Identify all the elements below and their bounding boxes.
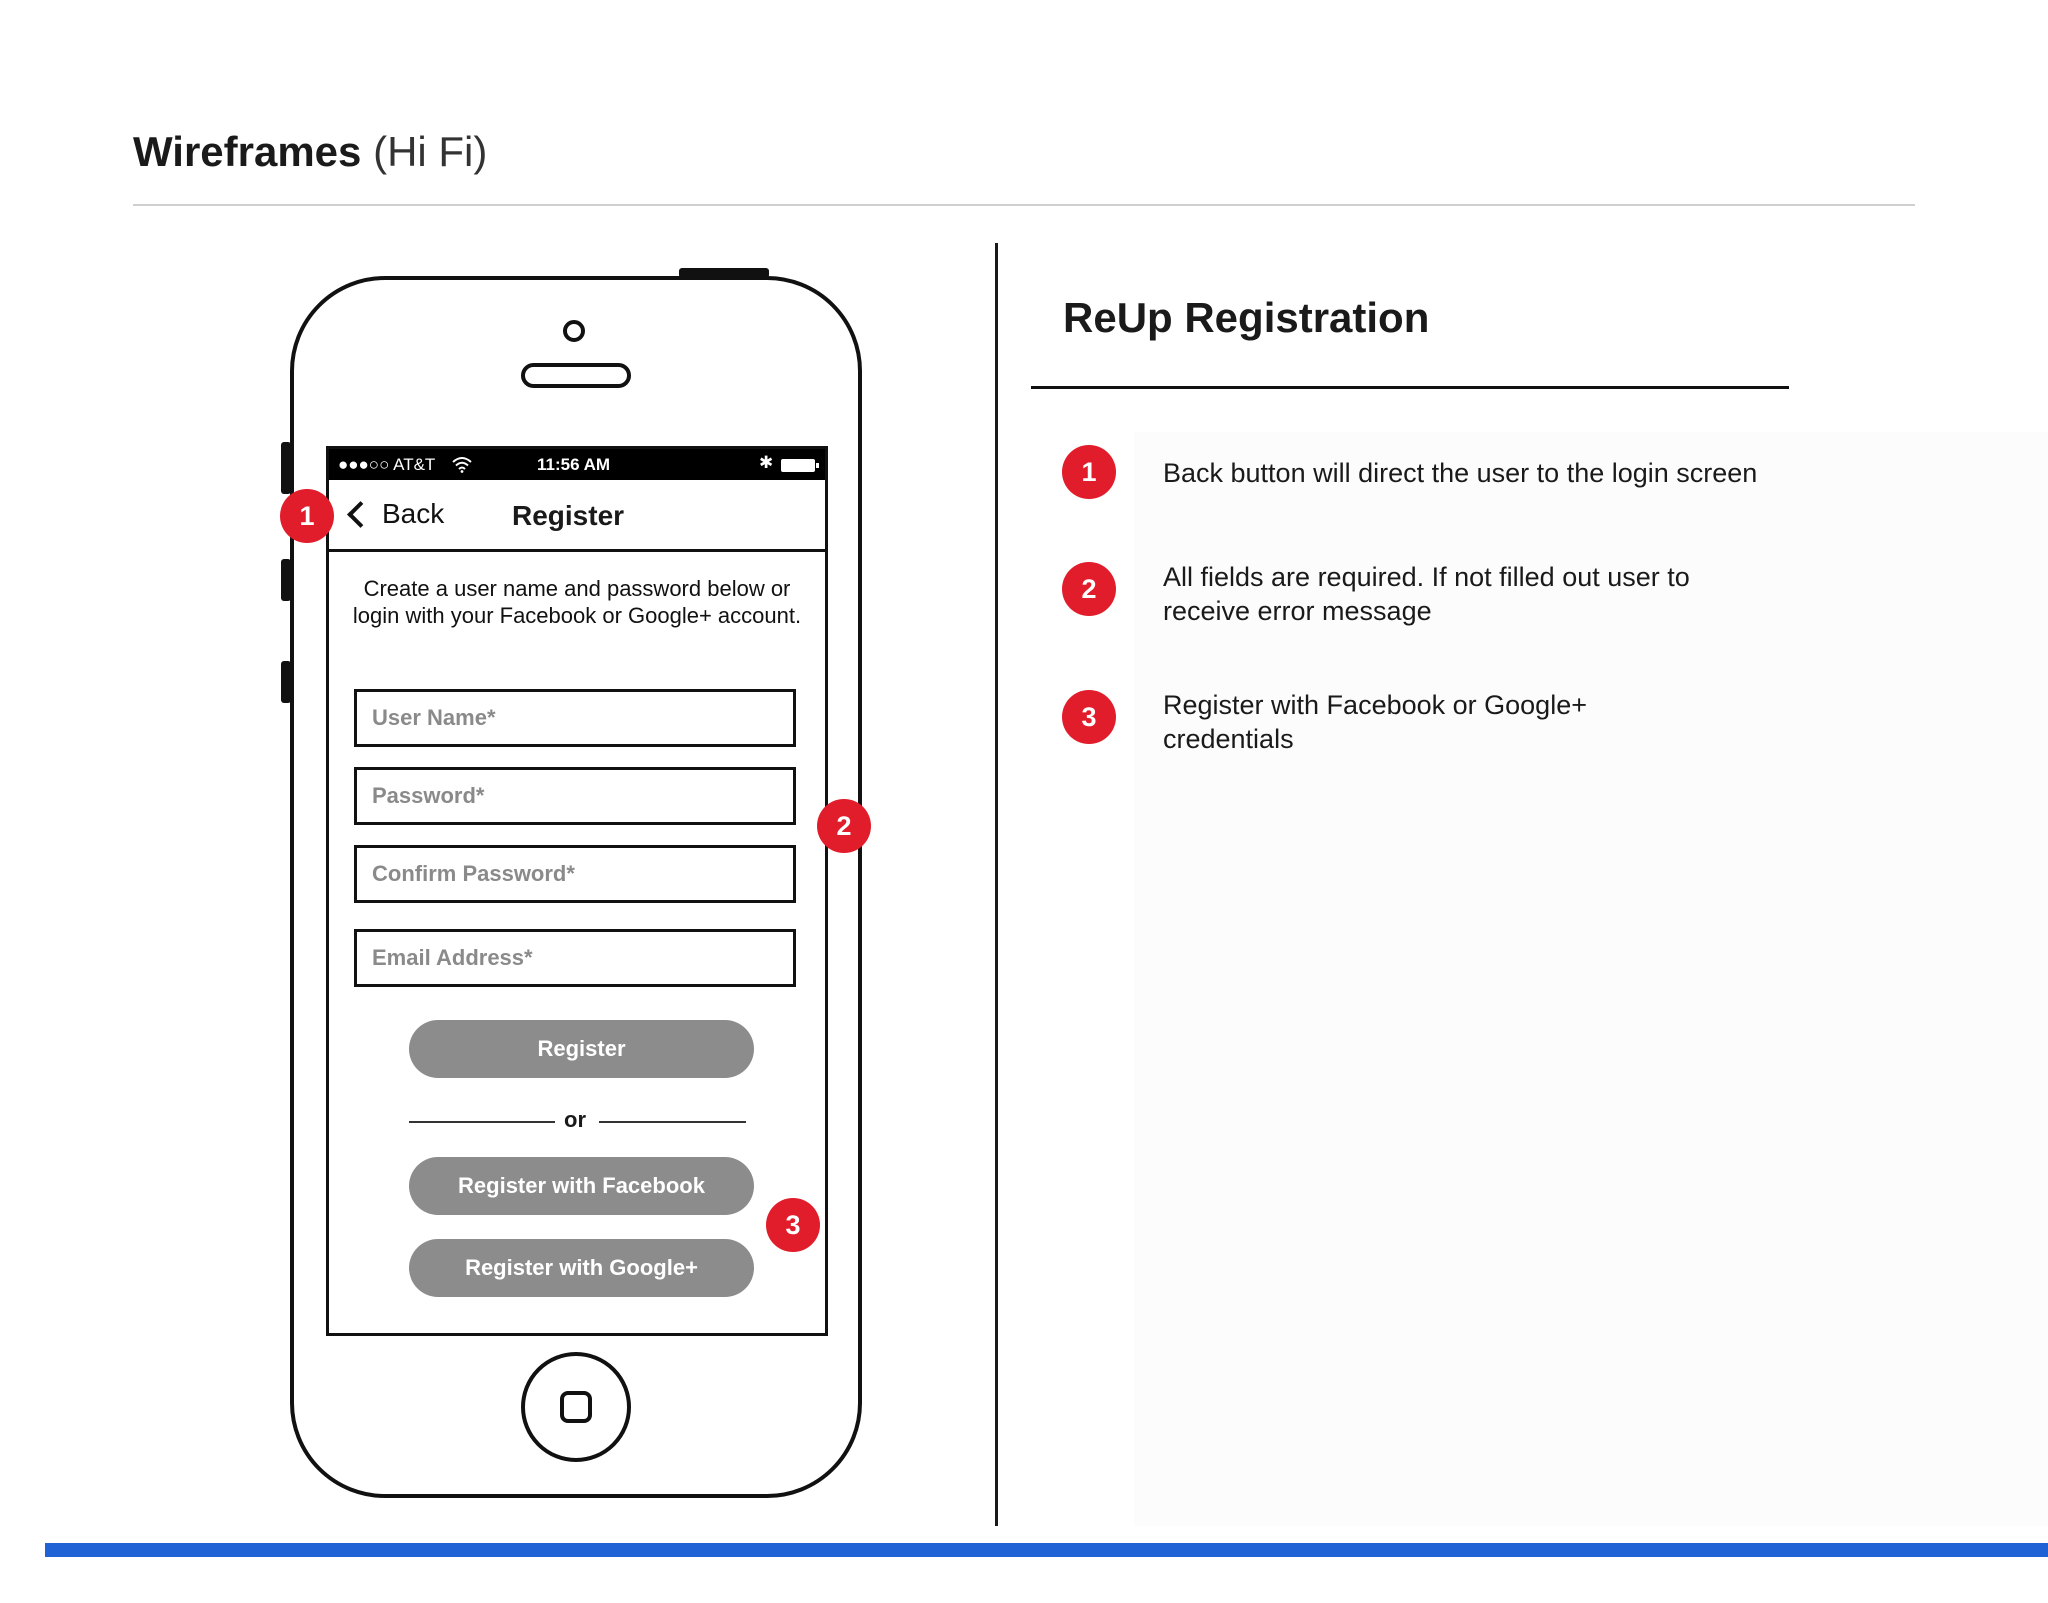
chevron-left-icon — [347, 501, 374, 528]
wifi-icon — [451, 456, 473, 473]
callout-badge-1: 1 — [280, 489, 334, 543]
callout-badge-2: 2 — [817, 799, 871, 853]
note-badge-1: 1 — [1062, 445, 1116, 499]
confirm-password-input[interactable] — [357, 848, 793, 900]
header-divider — [133, 204, 1915, 206]
or-label: or — [564, 1107, 586, 1132]
phone-speaker — [521, 363, 631, 388]
home-button-square-icon — [560, 1391, 592, 1423]
intro-text: Create a user name and password below or login with your Facebook or Google+ account. — [352, 576, 802, 628]
or-separator — [409, 1107, 746, 1135]
register-google-button[interactable]: Register with Google+ — [409, 1239, 754, 1297]
phone-screen — [326, 446, 828, 1336]
bluetooth-icon: ✱ — [759, 453, 774, 472]
section-divider — [1031, 386, 1789, 389]
carrier-signal: ●●●○○ AT&T — [338, 455, 436, 474]
password-field — [354, 767, 796, 825]
callout-badge-3: 3 — [766, 1198, 820, 1252]
back-button[interactable] — [343, 492, 444, 536]
note-2-text: All fields are required. If not filled out user to receive error message — [1163, 562, 1690, 626]
bottom-accent-bar — [45, 1543, 2048, 1557]
confirm-password-field — [354, 845, 796, 903]
status-bar — [329, 449, 825, 480]
status-time: 11:56 AM — [537, 455, 611, 474]
email-input[interactable] — [357, 932, 793, 984]
phone-camera — [563, 320, 585, 342]
or-line-right — [599, 1121, 746, 1123]
note-3-text: Register with Facebook or Google+ credentials — [1163, 690, 1587, 754]
section-title: ReUp Registration — [1063, 294, 1430, 341]
vertical-divider — [995, 243, 998, 1526]
page-title: Wireframes (Hi Fi) — [133, 128, 488, 175]
nav-bar — [329, 480, 825, 552]
battery-icon — [781, 459, 815, 472]
home-button[interactable] — [521, 1352, 631, 1462]
email-field — [354, 929, 796, 987]
register-button[interactable]: Register — [409, 1020, 754, 1078]
note-badge-2: 2 — [1062, 562, 1116, 616]
username-input[interactable] — [357, 692, 793, 744]
note-badge-3: 3 — [1062, 690, 1116, 744]
password-input[interactable] — [357, 770, 793, 822]
note-1-text: Back button will direct the user to the login screen — [1163, 458, 1758, 488]
screen-title: Register — [512, 500, 625, 531]
or-line-left — [409, 1121, 555, 1123]
username-field — [354, 689, 796, 747]
register-facebook-button[interactable]: Register with Facebook — [409, 1157, 754, 1215]
back-label: Back — [382, 498, 445, 529]
